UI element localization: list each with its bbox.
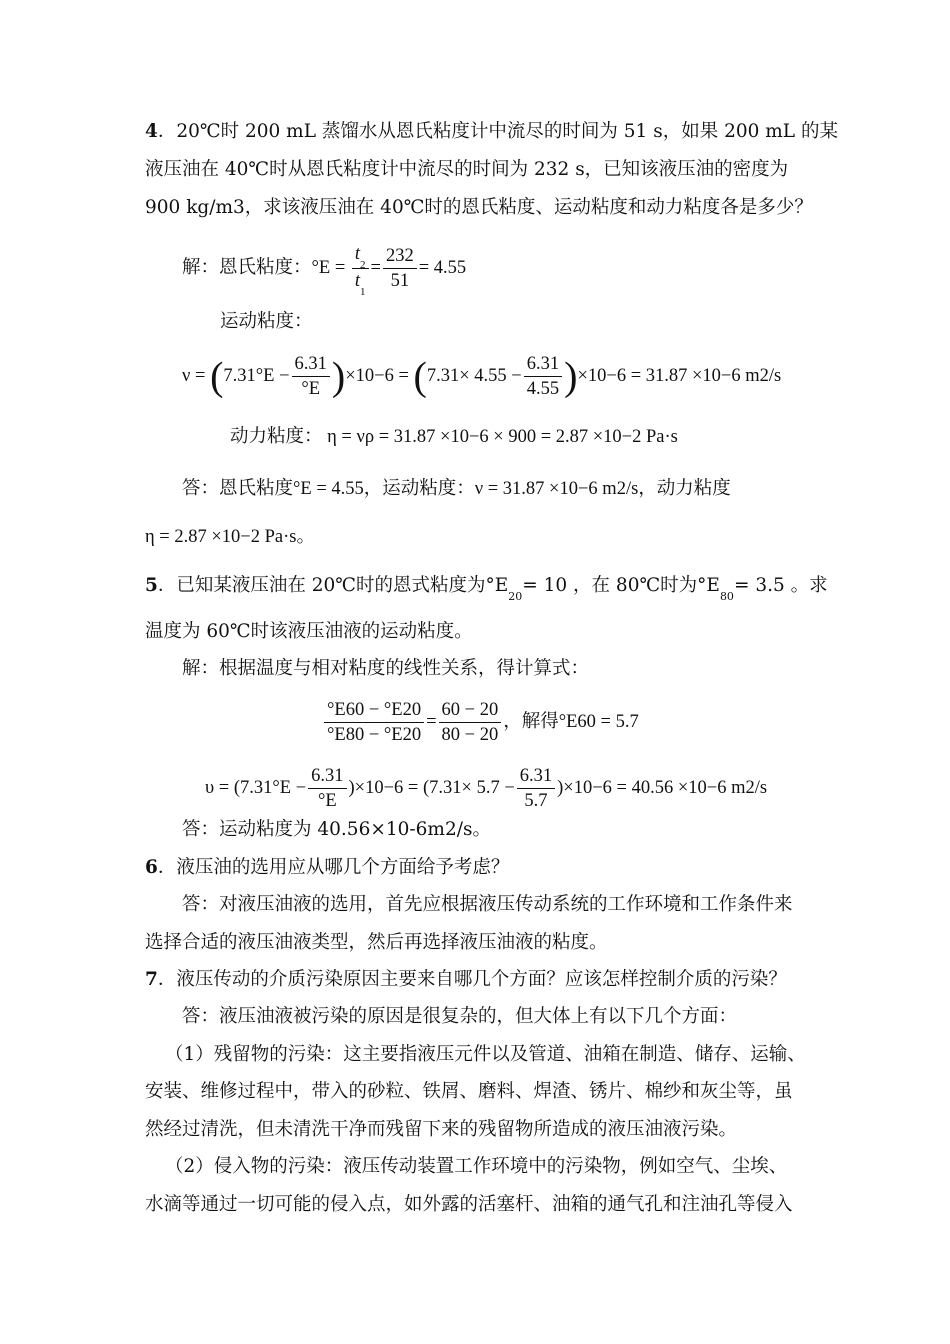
q4-answer-2: η = 2.87 ×10−2 Pa·s。 (145, 527, 315, 547)
q7-p2-line-1: （2）侵入物的污染：液压传动装置工作环境中的污染物，例如空气、尘埃、 (165, 1156, 788, 1177)
q5-linear-formula: $\frac{^\circ E60 - ^\circ E20}{^\circ E80 - ^\circ E20}$ = $\frac{60 - 20}{80 - 20}$ ，解得°E60 = 5.7 (322, 698, 639, 747)
q7-question: 7．液压传动的介质污染原因主要来自哪几个方面？应该怎样控制介质的污染？ (145, 969, 787, 990)
q4-engler-formula: 解：恩氏粘度：°E = $\frac{t_2}{t_1}$ = $\frac{232}{51}$ = 4.55 (182, 244, 467, 298)
q7-p1-line-2: 安装、维修过程中，带入的砂粒、铁屑、磨料、焊渣、锈片、棉纱和灰尘等，虽 (145, 1081, 793, 1102)
q4-kinematic-label: 运动粘度： (220, 311, 313, 332)
q4-kinematic-formula: ν = (7.31°E − $\frac{6.31}{^\circ E}$ )×10−6 = (7.31× 4.55 − $\frac{6.31}{4.55}$ )×10−6 = 31.87 ×10−6 m2/s (182, 353, 782, 399)
q6-question: 6．液压油的选用应从哪几个方面给予考虑？ (145, 857, 510, 878)
q5-line-1: 5．已知某液压油在 20℃时的恩式粘度为$^\circ E_{20}= 10$ ，在 80℃时为$^\circ E_{80}= 3.5$ 。求 (145, 575, 828, 603)
q4-dynamic-viscosity: 动力粘度： η = νρ = 31.87 ×10−6 × 900 = 2.87 ×10−2 Pa·s (230, 427, 678, 447)
q4-line-3: 900 kg/m3，求该液压油在 40℃时的恩氏粘度、运动粘度和动力粘度各是多少？ (145, 197, 813, 218)
q7-p1-line-1: （1）残留物的污染：这主要指液压元件以及管道、油箱在制造、储存、运输、 (165, 1044, 806, 1065)
q5-solution: 解：根据温度与相对粘度的线性关系，得计算式： (182, 658, 590, 679)
q6-answer-2: 选择合适的液压油液类型，然后再选择液压油液的粘度。 (145, 932, 608, 953)
q7-p1-line-3: 然经过清洗，但未清洗干净而残留下来的残留物所造成的液压油液污染。 (145, 1119, 738, 1140)
q5-kinematic-formula: υ = (7.31°E − $\frac{6.31}{^\circ E}$ )×10−6 = (7.31× 5.7 − $\frac{6.31}{5.7}$ )×10−6 = 40.56 ×10−6 m2/s (205, 766, 768, 811)
q4-line-1: 4．20℃时 200 mL 蒸馏水从恩氏粘度计中流尽的时间为 51 s，如果 200 mL 的某 (145, 121, 838, 142)
q7-answer-intro: 答：液压油液被污染的原因是很复杂的，但大体上有以下几个方面： (182, 1006, 738, 1027)
q6-answer-1: 答：对液压油液的选用，首先应根据液压传动系统的工作环境和工作条件来 (182, 894, 793, 915)
q4-answer-1: 答：恩氏粘度°E = 4.55，运动粘度：ν = 31.87 ×10−6 m2/s，动力粘度 (182, 479, 731, 499)
q5-line-2: 温度为 60℃时该液压油液的运动粘度。 (145, 621, 473, 642)
q5-answer: 答：运动粘度为 40.56×10-6m2/s。 (182, 819, 491, 840)
q4-line-2: 液压油在 40℃时从恩氏粘度计中流尽的时间为 232 s，已知该液压油的密度为 (145, 159, 789, 180)
q7-p2-line-2: 水滴等通过一切可能的侵入点，如外露的活塞杆、油箱的通气孔和注油孔等侵入 (145, 1194, 793, 1215)
q4-number: 4 (145, 121, 158, 142)
